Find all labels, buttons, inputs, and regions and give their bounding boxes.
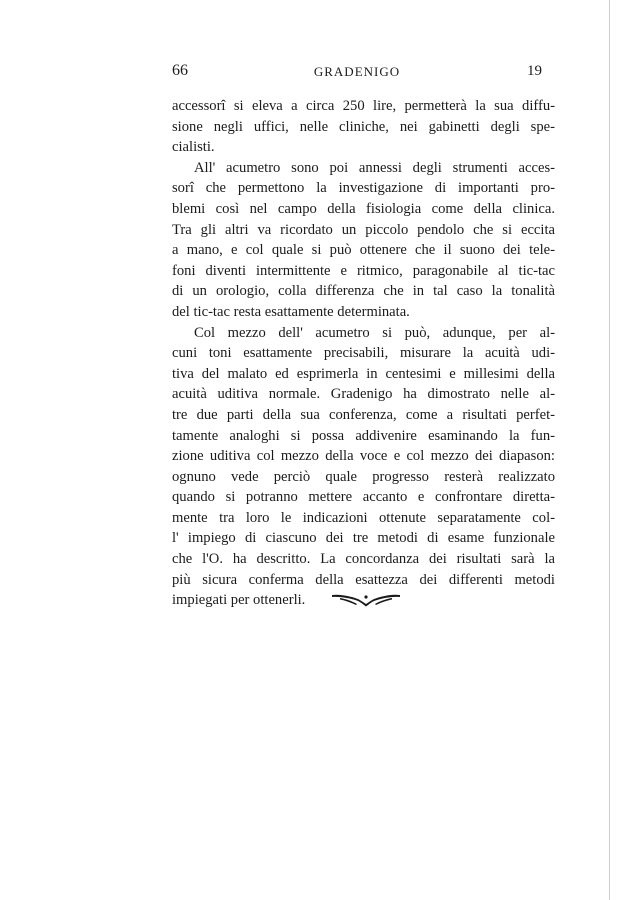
text-line: impiegati per ottenerli. [172, 592, 306, 609]
text-line: sione negli uffici, nelle cliniche, nei gabinetti degli spe- [172, 118, 555, 135]
running-title: GRADENIGO [313, 64, 401, 79]
text-line: a mano, e col quale si può ottenere che il suono dei tele- [172, 242, 555, 259]
text-line: tamente analoghi si possa addivenire esaminando la fun- [172, 427, 555, 444]
fleuron-ornament-icon [330, 588, 402, 608]
body-text [172, 96, 555, 611]
text-line: All' acumetro sono poi annessi degli strumenti acces- [194, 159, 555, 176]
text-line: più sicura conferma della esattezza dei differenti metodi [172, 571, 555, 588]
text-line: ognuno vede perciò quale progresso resterà realizzato [172, 468, 555, 485]
text-line: sorî che permettono la investigazione di importanti pro- [172, 180, 555, 197]
text-line: cialisti. [172, 139, 215, 156]
text-line: Col mezzo dell' acumetro si può, adunque, per al- [194, 324, 555, 341]
page-number: 66 [172, 62, 188, 79]
text-line: mente tra loro le indicazioni ottenute separatamente col- [172, 509, 555, 526]
text-line: del tic-tac resta esattamente determinata. [172, 303, 410, 320]
sheet-number: 19 [527, 63, 542, 79]
text-line: zione uditiva col mezzo della voce e col mezzo dei diapason: [172, 448, 555, 465]
text-line: foni diventi intermittente e ritmico, paragonabile al tic-tac [172, 262, 555, 279]
text-line: l' impiego di ciascuno dei tre metodi di esame funzionale [172, 530, 555, 547]
text-line: quando si potranno mettere accanto e confrontare diretta- [172, 489, 555, 506]
text-line: di un orologio, colla differenza che in tal caso la tonalità [172, 283, 555, 300]
text-line: blemi così nel campo della fisiologia come della clinica. [172, 200, 555, 217]
text-line: tiva del malato ed esprimerla in centesimi e millesimi della [172, 365, 555, 382]
page-header [172, 62, 542, 84]
text-line: acuità uditiva normale. Gradenigo ha dimostrato nelle al- [172, 386, 555, 403]
text-line: tre due parti della sua conferenza, come a risultati perfet- [172, 406, 555, 423]
text-line: cuni toni esattamente precisabili, misurare la acuità udi- [172, 345, 555, 362]
text-line: che l'O. ha descritto. La concordanza dei risultati sarà la [172, 551, 555, 568]
text-line: accessorî si eleva a circa 250 lire, permetterà la sua diffu- [172, 98, 555, 114]
page-edge-divider [609, 0, 610, 900]
text-line: Tra gli altri va ricordato un piccolo pendolo che si eccita [172, 221, 555, 238]
